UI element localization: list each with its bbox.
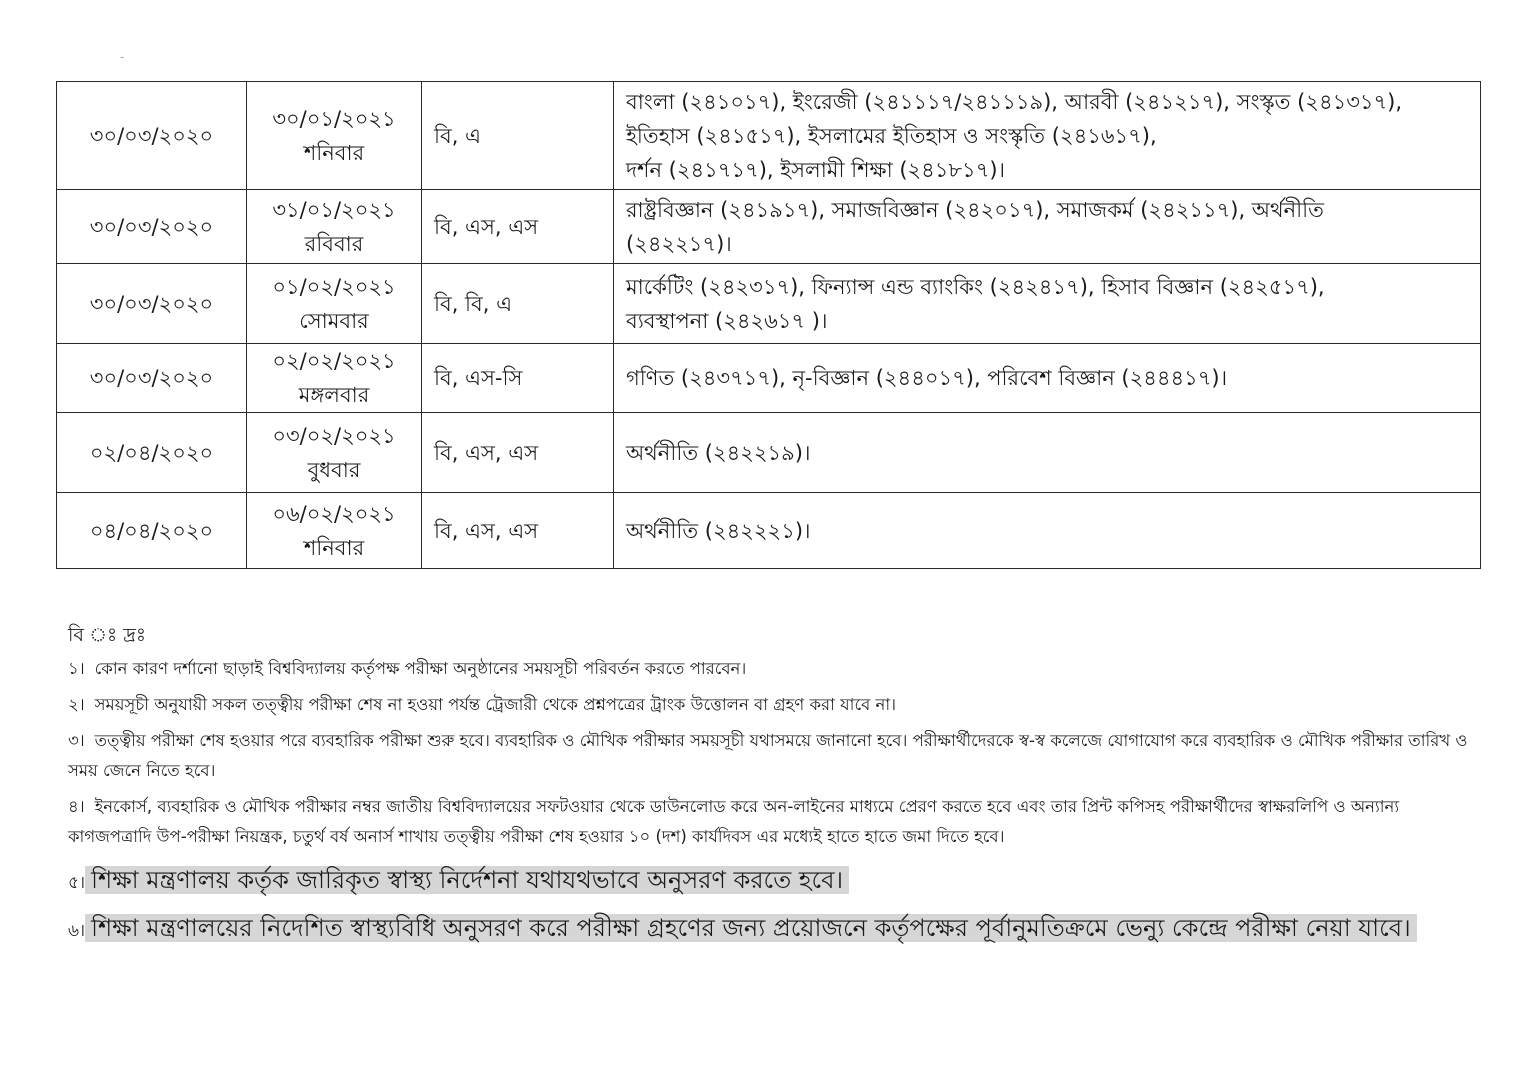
notice-date-cell: ৩০/০৩/২০২০	[57, 344, 247, 413]
highlighted-note-item	[68, 908, 1468, 948]
note-text: ইনকোর্স, ব্যবহারিক ও মৌখিক পরীক্ষার নম্বর জাতীয় বিশ্ববিদ্যালয়ের সফটওয়ার থেকে ডাউনলোড করে অন-লাইনের মাধ্যমে প্রেরণ করতে হবে এবং তার প্রিন্ট কপিসহ পরীক্ষার্থীদের স্বাক্ষরলিপি ও অন্যান্য কাগজপত্রাদি উপ-পরীক্ষা নিয়ন্ত্রক, চতুর্থ বর্ষ অনার্স শাখায় তত্ত্বীয় পরীক্ষা শেষ হওয়ার ১০ (দশ) কার্যদিবস এর মধ্যেই হাতে হাতে জমা দিতে হবে।	[68, 797, 1400, 846]
table-row	[57, 190, 1481, 264]
subjects-cell	[614, 190, 1481, 264]
subject-line: বাংলা (২৪১০১৭), ইংরেজী (২৪১১১৭/২৪১১১৯), আরবী (২৪১২১৭), সংস্কৃত (২৪১৩১৭),	[626, 89, 1403, 114]
highlighted-note-item	[68, 860, 1468, 900]
notice-date-cell: ০৪/০৪/২০২০	[57, 493, 247, 569]
subject-line: গণিত (২৪৩৭১৭), নৃ-বিজ্ঞান (২৪৪০১৭), পরিবেশ বিজ্ঞান (২৪৪৪১৭)।	[626, 366, 1228, 390]
table-row	[57, 264, 1481, 344]
table-row	[57, 493, 1481, 569]
notice-date-cell: ৩০/০৩/২০২০	[57, 190, 247, 264]
subject-line: ইতিহাস (২৪১৫১৭), ইসলামের ইতিহাস ও সংস্কৃতি (২৪১৬১৭),	[626, 123, 1157, 148]
notice-date-cell: ৩০/০৩/২০২০	[57, 264, 247, 344]
exam-date: ০২/০২/২০২১	[272, 349, 396, 373]
subject-line: অর্থনীতি (২৪২২১৯)।	[626, 440, 811, 465]
notes-heading: বি ঃ দ্রঃ	[68, 624, 146, 646]
stray-mark: -	[120, 50, 125, 64]
exam-date-cell	[247, 413, 422, 493]
program-cell: বি, বি, এ	[422, 264, 614, 344]
program-cell: বি, এস, এস	[422, 493, 614, 569]
note-item	[68, 726, 1468, 786]
exam-day: রবিবার	[304, 231, 364, 256]
program-cell: বি, এস-সি	[422, 344, 614, 413]
notice-date-cell: ৩০/০৩/২০২০	[57, 82, 247, 190]
notice-date-cell: ০২/০৪/২০২০	[57, 413, 247, 493]
exam-date-cell	[247, 493, 422, 569]
note-number: ৩।	[68, 731, 85, 750]
note-item	[68, 690, 1468, 720]
subject-line: মার্কেটিং (২৪২৩১৭), ফিন্যান্স এন্ড ব্যাংকিং (২৪২৪১৭), হিসাব বিজ্ঞান (২৪২৫১৭),	[626, 274, 1325, 299]
table-row	[57, 82, 1481, 190]
note-number: ২।	[68, 695, 85, 714]
exam-date: ০৬/০২/২০২১	[272, 501, 396, 526]
note-item	[68, 654, 1468, 684]
table-row	[57, 344, 1481, 413]
note-number: ৫।	[68, 873, 86, 893]
highlighted-note-text: শিক্ষা মন্ত্রণালয়ের নিদেশিত স্বাস্থ্যবিধি অনুসরণ করে পরীক্ষা গ্রহণের জন্য প্রয়োজনে কর্তৃপক্ষের পূর্বানুমতিক্রমে ভেন্যু কেন্দ্রে পরীক্ষা নেয়া যাবে।	[85, 914, 1417, 942]
exam-schedule-table	[56, 81, 1481, 569]
exam-date: ৩০/০১/২০২১	[272, 106, 396, 131]
exam-date: ৩১/০১/২০২১	[272, 197, 396, 222]
subjects-cell	[614, 344, 1481, 413]
exam-day: সোমবার	[299, 308, 369, 333]
program-cell: বি, এস, এস	[422, 413, 614, 493]
table-row	[57, 413, 1481, 493]
exam-date-cell	[247, 82, 422, 190]
notes-list	[68, 654, 1468, 852]
exam-day: বুধবার	[307, 457, 361, 482]
exam-day: শনিবার	[303, 140, 365, 165]
note-text: কোন কারণ দর্শানো ছাড়াই বিশ্ববিদ্যালয় কর্তৃপক্ষ পরীক্ষা অনুষ্ঠানের সময়সূচী পরিবর্তন করতে পারবেন।	[94, 659, 747, 678]
subject-line: দর্শন (২৪১৭১৭), ইসলামী শিক্ষা (২৪১৮১৭)।	[626, 157, 1006, 182]
subjects-cell	[614, 264, 1481, 344]
program-cell: বি, এস, এস	[422, 190, 614, 264]
subject-line: (২৪২২১৭)।	[626, 231, 732, 256]
note-text: সময়সূচী অনুযায়ী সকল তত্ত্বীয় পরীক্ষা শেষ না হওয়া পর্যন্ত ট্রেজারী থেকে প্রশ্নপত্রের ট্রাংক উত্তোলন বা গ্রহণ করা যাবে না।	[94, 695, 897, 714]
exam-date-cell	[247, 264, 422, 344]
subjects-cell	[614, 413, 1481, 493]
exam-date: ০১/০২/২০২১	[272, 274, 396, 299]
note-number: ৪।	[68, 797, 85, 816]
note-number: ৬।	[68, 921, 86, 941]
highlighted-note-text: শিক্ষা মন্ত্রণালয় কর্তৃক জারিকৃত স্বাস্থ্য নির্দেশনা যথাযথভাবে অনুসরণ করতে হবে।	[85, 866, 849, 894]
exam-day: শনিবার	[303, 535, 365, 560]
subject-line: রাষ্ট্রবিজ্ঞান (২৪১৯১৭), সমাজবিজ্ঞান (২৪২০১৭), সমাজকর্ম (২৪২১১৭), অর্থনীতি	[626, 197, 1324, 222]
subjects-cell	[614, 493, 1481, 569]
subjects-cell	[614, 82, 1481, 190]
subject-line: অর্থনীতি (২৪২২২১)।	[626, 518, 811, 543]
program-cell: বি, এ	[422, 82, 614, 190]
exam-day: মঙ্গলবার	[298, 383, 370, 407]
subject-line: ব্যবস্থাপনা (২৪২৬১৭ )।	[626, 308, 828, 333]
note-text: তত্ত্বীয় পরীক্ষা শেষ হওয়ার পরে ব্যবহারিক পরীক্ষা শুরু হবে। ব্যবহারিক ও মৌখিক পরীক্ষার সময়সূচী যথাসময়ে জানানো হবে। পরীক্ষার্থীদেরকে স্ব-স্ব কলেজে যোগাযোগ করে ব্যবহারিক ও মৌখিক পরীক্ষার তারিখ ও সময় জেনে নিতে হবে।	[68, 731, 1468, 780]
highlighted-notes-list	[68, 860, 1468, 948]
schedule-body	[57, 82, 1481, 569]
notes-section	[68, 620, 1468, 948]
exam-date: ০৩/০২/২০২১	[272, 423, 396, 448]
note-item	[68, 792, 1468, 852]
exam-date-cell	[247, 344, 422, 413]
exam-date-cell	[247, 190, 422, 264]
note-number: ১।	[68, 659, 85, 678]
